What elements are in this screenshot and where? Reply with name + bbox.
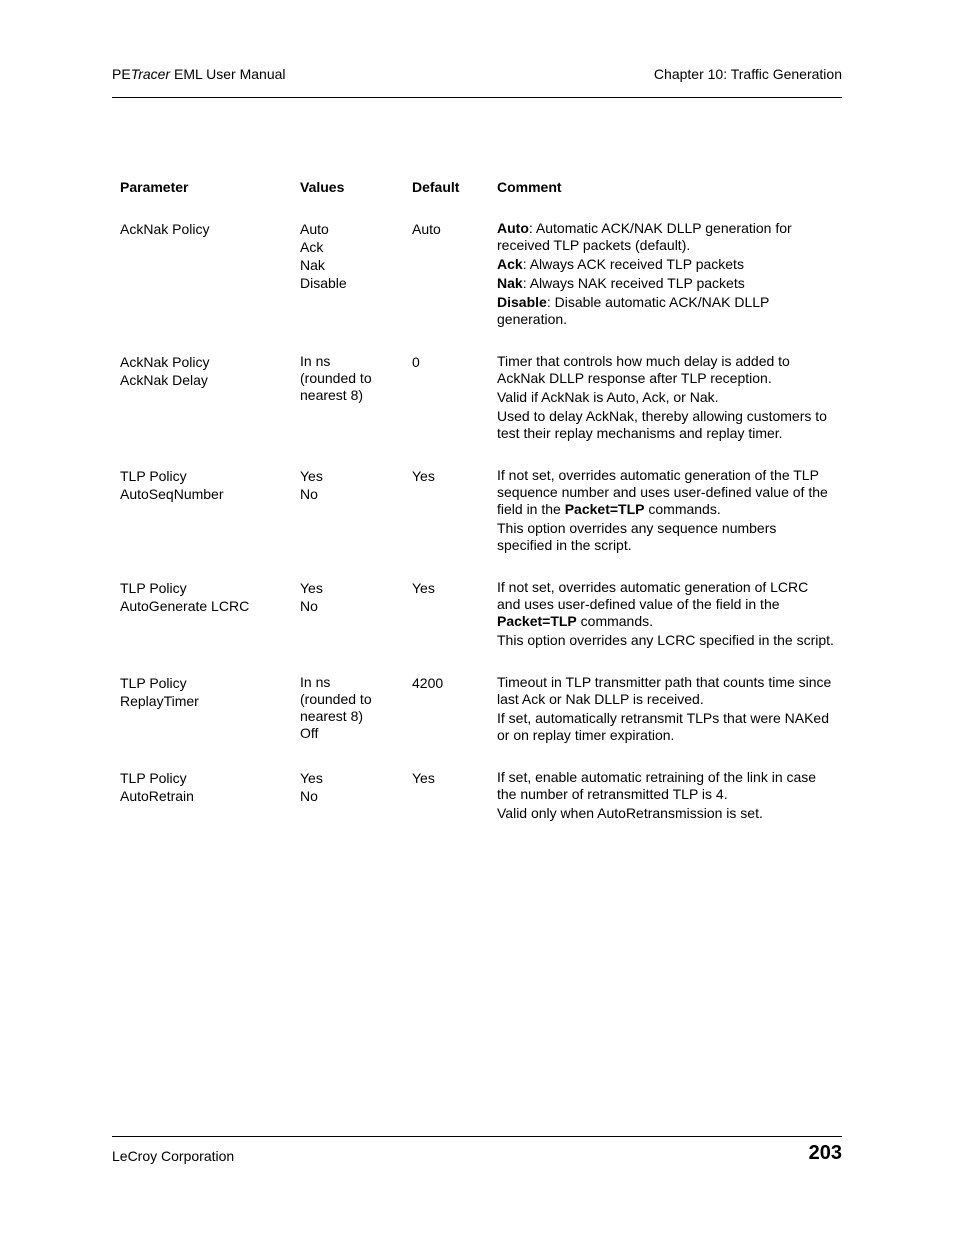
page-number: 203 [808,1142,842,1164]
value-line: nearest 8) [300,708,364,724]
footer-company: LeCroy Corporation [112,1148,235,1164]
table-row [120,769,840,829]
table-row [120,220,840,353]
running-header-chapter: Chapter 10: Traffic Generation [653,66,842,82]
param-line: AckNak Delay [120,372,208,388]
default-value: Yes [412,468,435,484]
default-value: 4200 [412,675,444,691]
comment-cell [497,674,840,746]
table-row [120,674,840,769]
value-line: In ns [300,674,331,690]
comment-cell [497,220,840,330]
default-value: Yes [412,580,435,596]
comment-para: Timer that controls how much delay is added to AckNak DLLP response after TLP reception. [497,353,790,386]
comment-para: If set, automatically retransmit TLPs that were NAKed or on replay timer expiration. [497,710,829,743]
running-header-title [112,66,286,82]
value-line: (rounded to [300,370,372,386]
param-line: TLP Policy [120,580,187,596]
value-line: No [300,788,318,804]
comment-para: Nak: Always NAK received TLP packets [497,275,745,291]
value-line: Auto [300,221,329,237]
value-line: nearest 8) [300,387,364,403]
comment-cell [497,579,840,651]
value-line: Ack [300,239,324,255]
title-italic: Tracer [130,66,171,82]
table-row [120,579,840,674]
table-header-row [120,178,840,220]
default-value: 0 [412,354,420,370]
param-line: TLP Policy [120,468,187,484]
col-header-default: Default [412,179,460,195]
comment-cell [497,467,840,556]
value-line: No [300,486,318,502]
value-line: Off [300,725,319,741]
title-prefix: PE [112,66,131,82]
param-line: AutoRetrain [120,788,194,804]
value-line: Yes [300,770,323,786]
table-row [120,353,840,467]
value-line: In ns [300,353,331,369]
comment-para: Timeout in TLP transmitter path that counts time since last Ack or Nak DLLP is received. [497,674,832,707]
param-line: AutoSeqNumber [120,486,224,502]
comment-cell [497,353,840,444]
parameter-table [120,178,840,829]
footer-rule [112,1136,842,1137]
value-line: (rounded to [300,691,372,707]
comment-para: Valid only when AutoRetransmission is set. [497,805,763,821]
col-header-parameter: Parameter [120,179,189,195]
default-value: Auto [412,221,441,237]
comment-para: If not set, overrides automatic generation of LCRC and uses user-defined value of the field in the Packet=TLP commands. [497,579,809,629]
comment-para: This option overrides any LCRC specified in the script. [497,632,834,648]
param-line: TLP Policy [120,675,187,691]
param-line: AckNak Policy [120,221,210,237]
param-line: ReplayTimer [120,693,199,709]
default-value: Yes [412,770,435,786]
comment-para: Disable: Disable automatic ACK/NAK DLLP generation. [497,294,770,327]
comment-para: Auto: Automatic ACK/NAK DLLP generation for received TLP packets (default). [497,220,792,253]
comment-para: If set, enable automatic retraining of the link in case the number of retransmitted TLP is 4. [497,769,817,802]
comment-cell [497,769,840,824]
value-line: Nak [300,257,325,273]
comment-para: This option overrides any sequence numbers specified in the script. [497,520,777,553]
value-line: Yes [300,580,323,596]
header-rule [112,97,842,98]
param-line: TLP Policy [120,770,187,786]
comment-para: If not set, overrides automatic generation of the TLP sequence number and uses user-defined value of the field in the Packet=TLP commands. [497,467,828,517]
title-suffix: EML User Manual [170,66,286,82]
value-line: Yes [300,468,323,484]
comment-para: Used to delay AckNak, thereby allowing customers to test their replay mechanisms and replay timer. [497,408,827,441]
value-line: Disable [300,275,347,291]
col-header-values: Values [300,179,345,195]
param-line: AutoGenerate LCRC [120,598,250,614]
col-header-comment: Comment [497,179,562,195]
table-row [120,467,840,579]
comment-para: Valid if AckNak is Auto, Ack, or Nak. [497,389,719,405]
param-line: AckNak Policy [120,354,210,370]
comment-para: Ack: Always ACK received TLP packets [497,256,744,272]
value-line: No [300,598,318,614]
